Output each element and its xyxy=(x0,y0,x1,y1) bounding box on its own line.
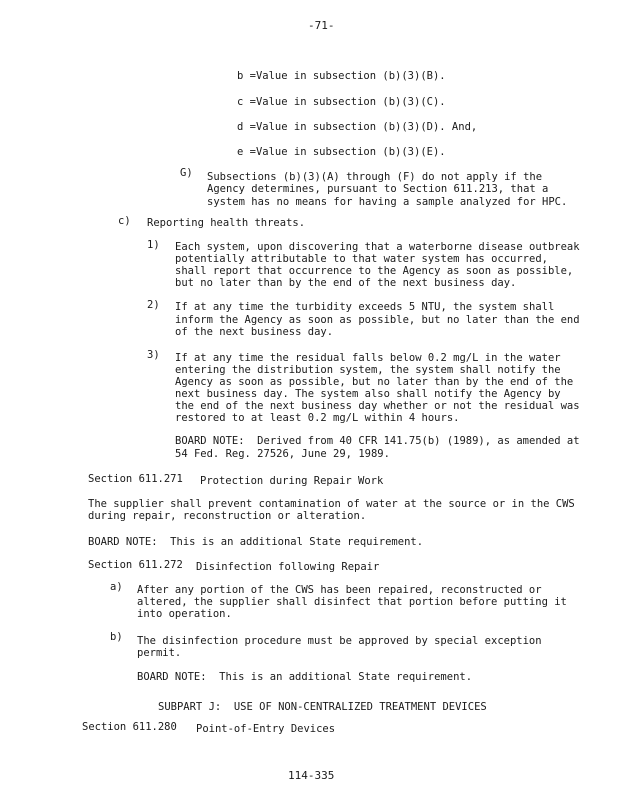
c-item-3-line: entering the distribution system, the system shall notify the xyxy=(175,364,561,376)
section-272-item-a-line: into operation. xyxy=(137,608,232,620)
item-c-label: c) xyxy=(118,215,131,227)
section-280-number: Section 611.280 xyxy=(82,721,177,733)
footer-page-id: 114-335 xyxy=(288,769,335,782)
section-272-title: Disinfection following Repair xyxy=(196,561,380,573)
c-item-2-line: of the next business day. xyxy=(175,326,334,338)
c-item-2-line: inform the Agency as soon as possible, but no later than the end xyxy=(175,314,580,326)
section-272-item-b-line: permit. xyxy=(137,647,182,659)
c-item-1-line: shall report that occurrence to the Agency as soon as possible, xyxy=(175,265,574,277)
section-272-item-a-line: After any portion of the CWS has been repaired, reconstructed or xyxy=(137,584,542,596)
subpart-heading: SUBPART J: USE OF NON-CENTRALIZED TREATMENT DEVICES xyxy=(158,701,487,713)
section-272-item-a-line: altered, the supplier shall disinfect that portion before putting it xyxy=(137,596,567,608)
section-271-number: Section 611.271 xyxy=(88,473,183,485)
c-item-1-line: Each system, upon discovering that a waterborne disease outbreak xyxy=(175,241,580,253)
formula-line-e: e =Value in subsection (b)(3)(E). xyxy=(237,146,446,158)
formula-line-c: c =Value in subsection (b)(3)(C). xyxy=(237,96,446,108)
c-item-3-line: If at any time the residual falls below 0.2 mg/L in the water xyxy=(175,352,561,364)
item-c-heading: Reporting health threats. xyxy=(147,217,306,229)
c-item-3-line: next business day. The system also shall notify the Agency by xyxy=(175,388,561,400)
section-272-item-b-label: b) xyxy=(110,631,123,643)
page-number: -71- xyxy=(308,19,335,32)
board-note-1-line: BOARD NOTE: Derived from 40 CFR 141.75(b) (1989), as amended at xyxy=(175,435,580,447)
section-272-item-a-label: a) xyxy=(110,581,123,593)
board-note-2: BOARD NOTE: This is an additional State requirement. xyxy=(88,536,424,548)
c-item-3-label: 3) xyxy=(147,349,160,361)
c-item-3-line: Agency as soon as possible, but no later than by the end of the xyxy=(175,376,574,388)
section-271-title: Protection during Repair Work xyxy=(200,475,384,487)
formula-line-d: d =Value in subsection (b)(3)(D). And, xyxy=(237,121,478,133)
formula-line-b: b =Value in subsection (b)(3)(B). xyxy=(237,70,446,82)
section-272-number: Section 611.272 xyxy=(88,559,183,571)
section-272-item-b-line: The disinfection procedure must be approved by special exception xyxy=(137,635,542,647)
item-g-line: Subsections (b)(3)(A) through (F) do not apply if the xyxy=(207,171,543,183)
item-g-line: system has no means for having a sample analyzed for HPC. xyxy=(207,196,568,208)
c-item-1-line: potentially attributable to that water system has occurred, xyxy=(175,253,548,265)
c-item-1-line: but no later than by the end of the next business day. xyxy=(175,277,517,289)
c-item-3-line: restored to at least 0.2 mg/L within 4 hours. xyxy=(175,412,460,424)
section-271-paragraph-line: The supplier shall prevent contamination of water at the source or in the CWS xyxy=(88,498,575,510)
section-271-paragraph-line: during repair, reconstruction or alteration. xyxy=(88,510,367,522)
board-note-1-line: 54 Fed. Reg. 27526, June 29, 1989. xyxy=(175,448,390,460)
section-280-title: Point-of-Entry Devices xyxy=(196,723,336,735)
c-item-2-line: If at any time the turbidity exceeds 5 NTU, the system shall xyxy=(175,301,555,313)
c-item-1-label: 1) xyxy=(147,239,160,251)
c-item-2-label: 2) xyxy=(147,299,160,311)
c-item-3-line: the end of the next business day whether or not the residual was xyxy=(175,400,580,412)
item-g-label: G) xyxy=(180,167,193,179)
board-note-3: BOARD NOTE: This is an additional State requirement. xyxy=(137,671,473,683)
item-g-line: Agency determines, pursuant to Section 611.213, that a xyxy=(207,183,549,195)
